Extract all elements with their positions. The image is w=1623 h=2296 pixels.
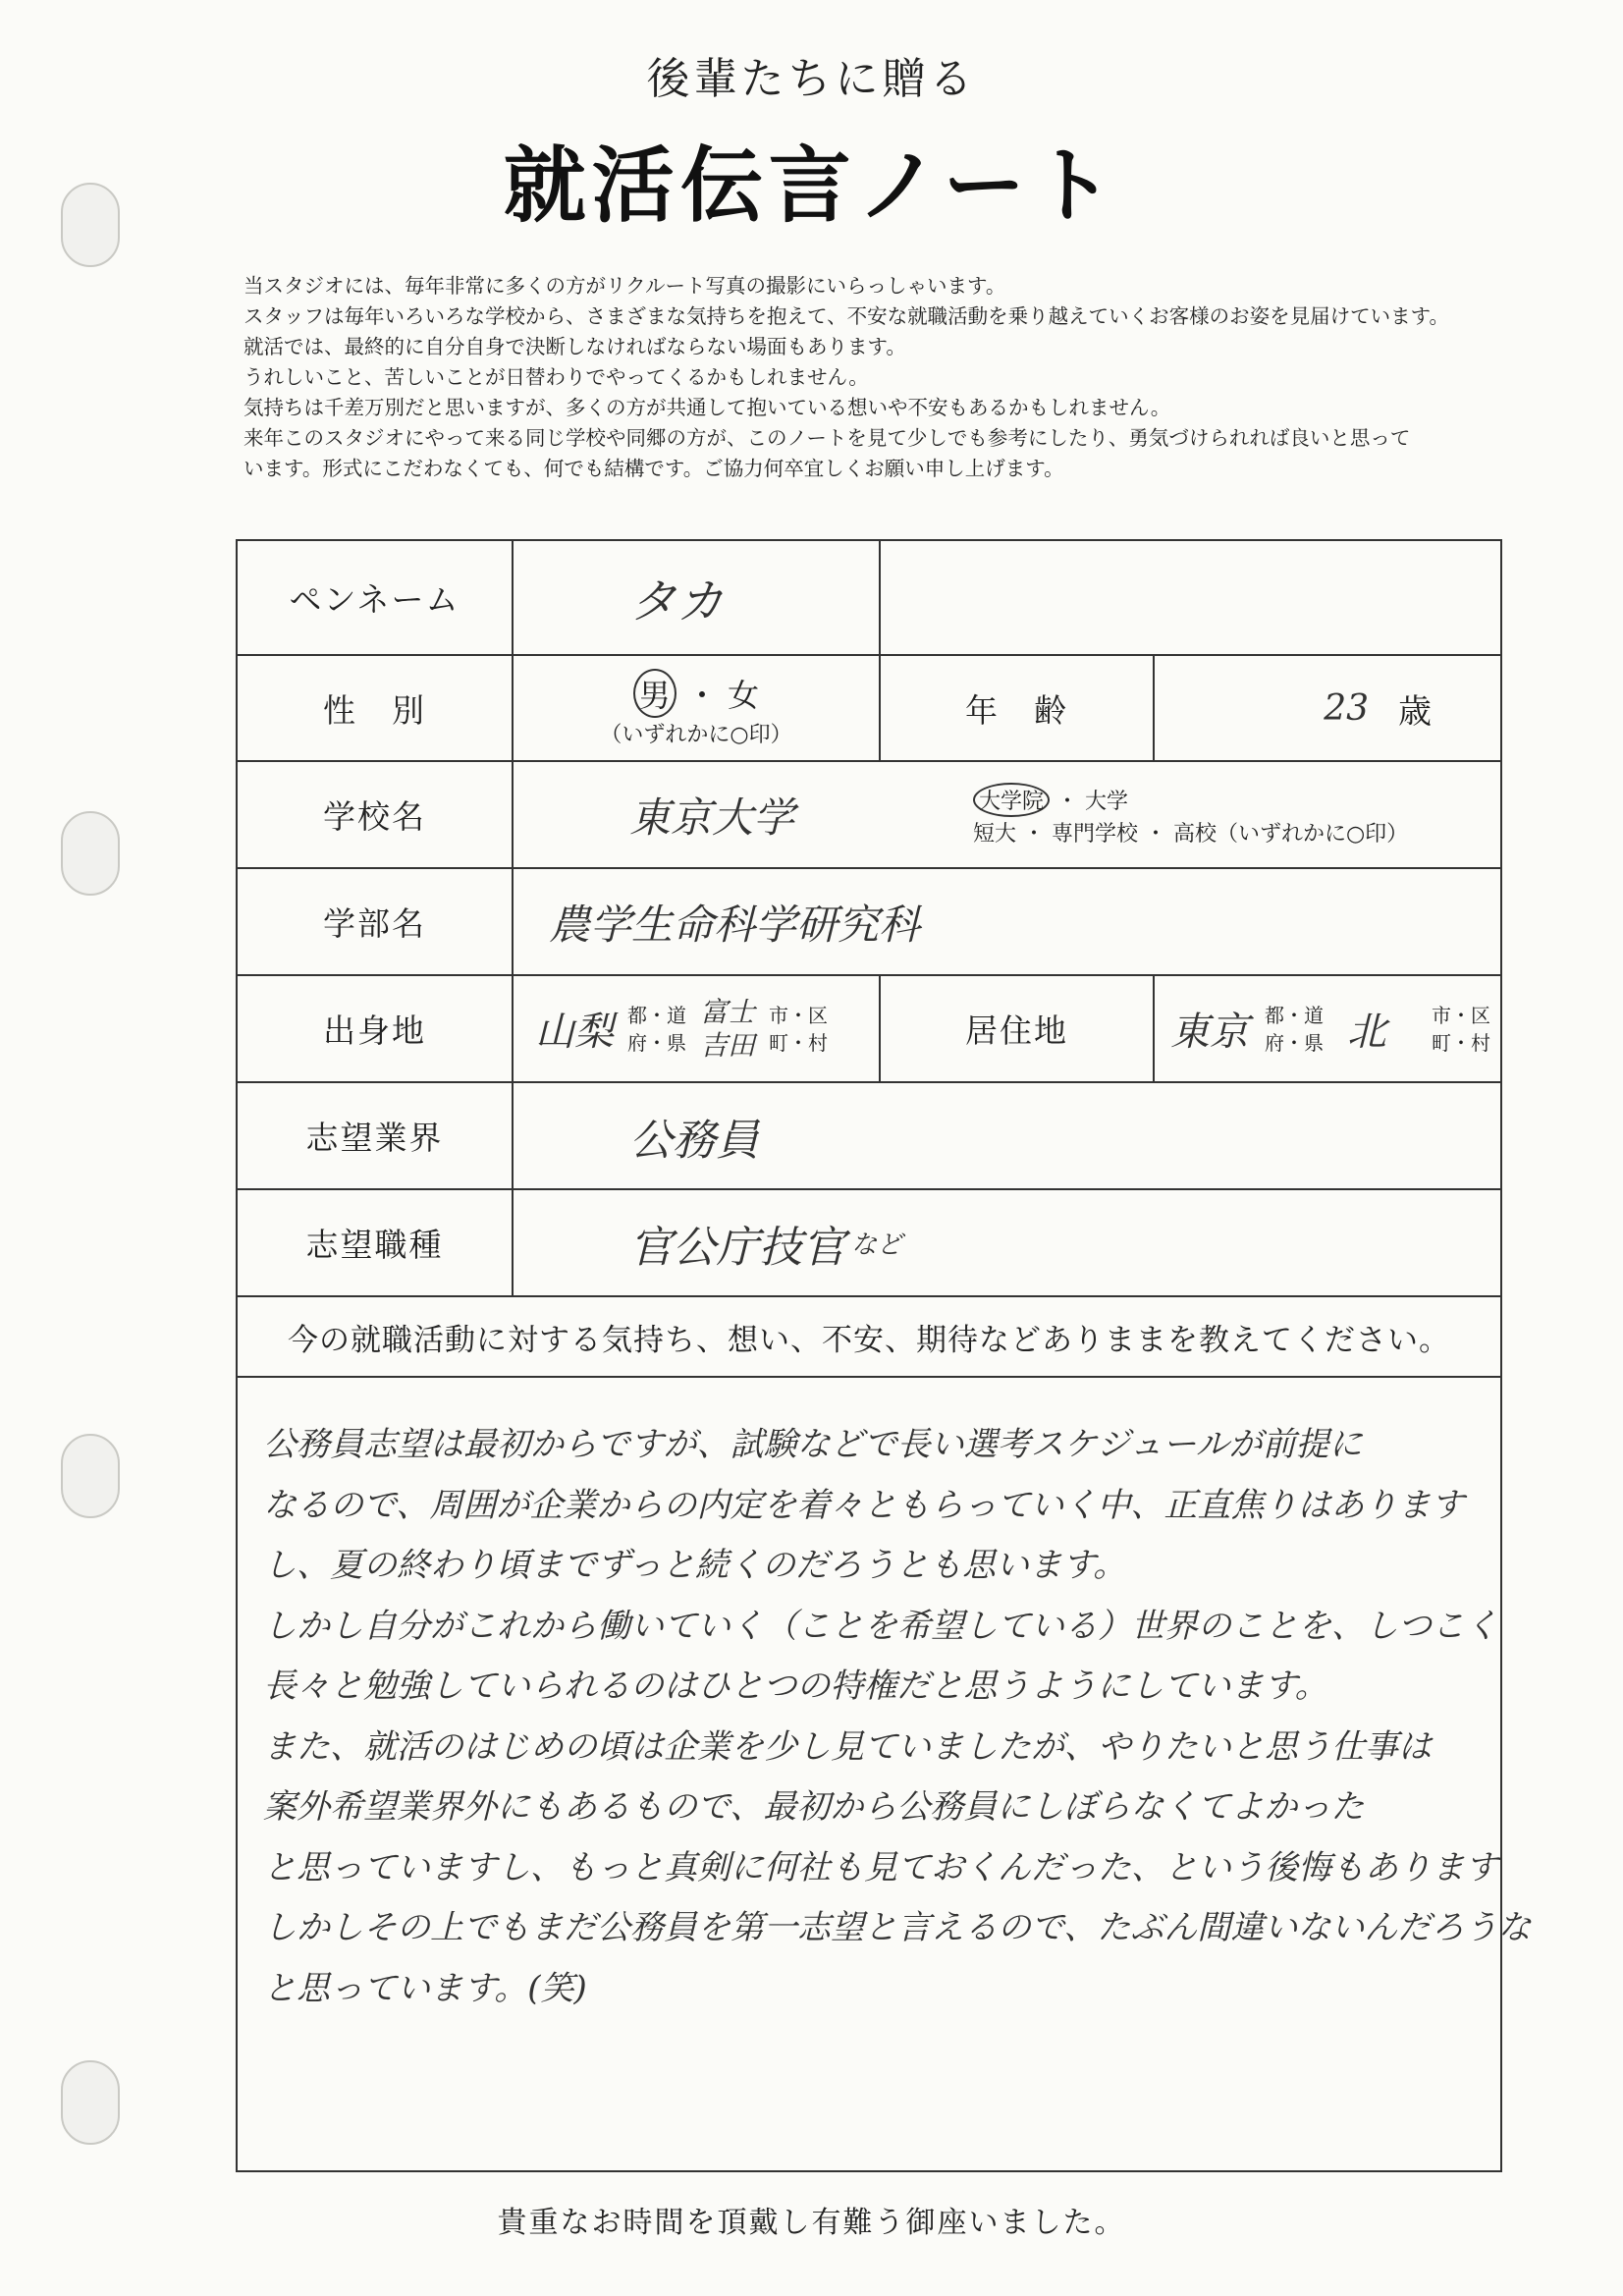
age-cell <box>1153 656 1502 760</box>
residence-city-unit: 市・区 町・村 <box>1432 1003 1490 1055</box>
row-school <box>236 760 1502 867</box>
intro-text <box>243 271 1579 484</box>
intro-line: 気持ちは千差万別だと思いますが、多くの方が共通して抱いている想いや不安もあるかもしれません。 <box>243 396 1171 419</box>
page-subtitle: 後輩たちに贈る <box>646 54 977 104</box>
school-type-selected: 大学院 <box>973 783 1050 817</box>
pen-name-value: タカ <box>512 541 879 654</box>
answer-line: し、夏の終わり頃までずっと続くのだろうとも思います。 <box>263 1546 1127 1585</box>
answer-line: と思っていますし、もっと真剣に何社も見ておくんだった、という後悔もあります <box>263 1847 1498 1887</box>
industry-value: 公務員 <box>512 1083 1502 1188</box>
binder-hole <box>61 2060 120 2145</box>
faculty-label: 学部名 <box>323 904 426 943</box>
residence-cell <box>1153 976 1502 1081</box>
gender-male: 男 <box>633 669 676 718</box>
answer-line: と思っています。(笑) <box>263 1968 587 2008</box>
intro-line: います。形式にこだわなくても、何でも結構です。ご協力何卒宜しくお願い申し上げます。 <box>243 457 1064 480</box>
gender-options <box>512 656 879 760</box>
page-title: 就活伝言ノート <box>503 137 1120 234</box>
birthplace-label: 出身地 <box>323 1011 426 1050</box>
school-label: 学校名 <box>323 797 426 836</box>
gender-label: 性 別 <box>323 690 426 730</box>
answer-line: なるので、周囲が企業からの内定を着々ともらっていく中、正直焦りはあります <box>263 1485 1465 1525</box>
answer-line: しかし自分がこれから働いていく（ことを希望している）世界のことを、しつこく <box>263 1606 1498 1646</box>
school-type-options: 短大 ・ 専門学校 ・ 高校（いずれかに○印） <box>973 821 1409 847</box>
binder-hole <box>61 811 120 896</box>
birthplace-city-unit: 市・区 町・村 <box>769 1003 829 1055</box>
answer-line: 案外希望業界外にもあるもので、最初から公務員にしぼらなくてよかった <box>263 1787 1365 1827</box>
birthplace-city: 富士 吉田 <box>700 995 756 1062</box>
answer-line: 長々と勉強していられるのはひとつの特権だと思うようにしています。 <box>263 1667 1328 1706</box>
school-type-rest: ・ 大学 <box>1056 789 1129 814</box>
residence-city: 北 <box>1347 1010 1386 1055</box>
pen-name-extra-cell <box>879 541 881 654</box>
job-value: 官公庁技官 <box>629 1222 845 1273</box>
answer-line: 公務員志望は最初からですが、試験などで長い選考スケジュールが前提に <box>263 1425 1363 1464</box>
pen-name-label: ペンネーム <box>289 580 460 619</box>
residence-pref-unit: 都・道 府・県 <box>1265 1003 1324 1055</box>
age-label: 年 齢 <box>879 656 1153 760</box>
faculty-value: 農学生命科学研究科 <box>512 869 1502 974</box>
birthplace-pref-unit: 都・道 府・県 <box>627 1003 686 1055</box>
residence-label: 居住地 <box>879 976 1153 1081</box>
footer-thanks: 貴重なお時間を頂戴し有難う御座いました。 <box>497 2206 1126 2240</box>
intro-line: 当スタジオには、毎年非常に多くの方がリクルート写真の撮影にいらっしゃいます。 <box>243 274 1006 298</box>
row-faculty <box>236 867 1502 974</box>
industry-label: 志望業界 <box>305 1119 444 1157</box>
job-cell <box>512 1190 1502 1295</box>
free-text-question: 今の就職活動に対する気持ち、想い、不安、期待などありままを教えてください。 <box>236 1295 1502 1376</box>
answer-line: しかしその上でもまだ公務員を第一志望と言えるので、たぶん間違いないんだろうな <box>263 1908 1532 1947</box>
gender-note: （いずれかに○印） <box>600 722 792 747</box>
school-value: 東京大学 <box>512 762 973 867</box>
row-pen-name <box>236 539 1502 654</box>
row-birthplace-residence <box>236 974 1502 1081</box>
gender-separator: ・ <box>685 676 718 714</box>
row-gender-age <box>236 654 1502 760</box>
free-text-answer <box>236 1376 1532 2172</box>
school-type <box>973 762 1503 867</box>
answer-line: また、就活のはじめの頃は企業を少し見ていましたが、やりたいと思う仕事は <box>263 1726 1432 1767</box>
intro-line: 来年このスタジオにやって来る同じ学校や同郷の方が、このノートを見て少しでも参考にしたり、勇気づけられれば良いと思って <box>243 426 1411 450</box>
intro-line: 就活では、最終的に自分自身で決断しなければならない場面もあります。 <box>243 335 906 358</box>
birthplace-pref: 山梨 <box>535 1010 614 1055</box>
birthplace-cell <box>512 976 879 1081</box>
job-label: 志望職種 <box>305 1226 444 1264</box>
intro-line: うれしいこと、苦しいことが日替わりでやってくるかもしれません。 <box>243 365 869 389</box>
residence-pref: 東京 <box>1170 1010 1249 1055</box>
age-value: 23 <box>1324 687 1369 729</box>
age-unit: 歳 <box>1398 691 1432 732</box>
job-suffix: など <box>851 1230 903 1260</box>
row-job <box>236 1188 1502 1295</box>
binder-hole <box>61 1434 120 1518</box>
intro-line: スタッフは毎年いろいろな学校から、さまざまな気持ちを抱えて、不安な就職活動を乗り越えていくお客様のお姿を見届けています。 <box>243 304 1449 328</box>
row-industry <box>236 1081 1502 1188</box>
gender-female: 女 <box>728 676 760 714</box>
